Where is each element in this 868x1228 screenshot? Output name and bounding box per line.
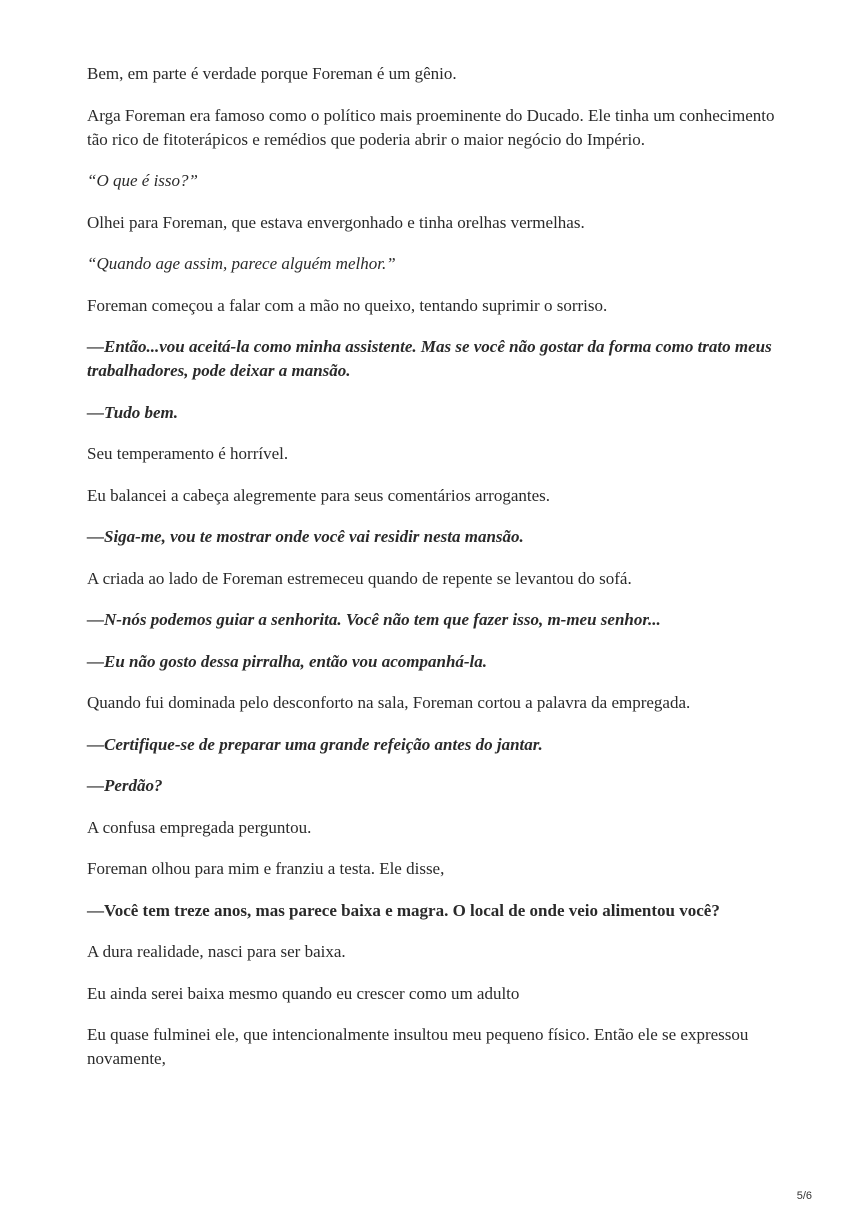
paragraph: Seu temperamento é horrível.	[87, 444, 289, 463]
paragraph-dialogue: —Você tem treze anos, mas parece baixa e magra. O local de onde veio alimentou você?	[87, 900, 720, 920]
paragraph-dialogue: —Então...vou aceitá-la como minha assistente. Mas se você não gostar da forma como trato meus trabalhadores, pode deixar a mansão.	[87, 337, 772, 380]
paragraph: Eu balancei a cabeça alegremente para seus comentários arrogantes.	[87, 485, 551, 505]
paragraph: Arga Foreman era famoso como o político mais proeminente do Ducado. Ele tinha um conhecimento tão rico de fitoterápicos e remédios que poderia abrir o maior negócio do Império.	[87, 105, 775, 149]
paragraph-thought: “Quando age assim, parece alguém melhor.”	[87, 254, 396, 273]
paragraph-dialogue: —Tudo bem.	[87, 402, 178, 422]
paragraph: Quando fui dominada pelo desconforto na sala, Foreman cortou a palavra da empregada.	[87, 693, 691, 712]
paragraph: A criada ao lado de Foreman estremeceu quando de repente se levantou do sofá.	[87, 568, 632, 588]
paragraph: Eu quase fulminei ele, que intencionalmente insultou meu pequeno físico. Então ele se expressou novamente,	[87, 1025, 749, 1068]
page-number: 5/6	[796, 1190, 812, 1202]
paragraph: Eu ainda serei baixa mesmo quando eu crescer como um adulto	[87, 983, 520, 1003]
paragraph-dialogue: —Eu não gosto dessa pirralha, então vou acompanhá-la.	[87, 651, 488, 671]
document-page	[87, 62, 787, 1089]
paragraph-dialogue: —N-nós podemos guiar a senhorita. Você não tem que fazer isso, m-meu senhor...	[87, 610, 661, 629]
paragraph: Foreman começou a falar com a mão no queixo, tentando suprimir o sorriso.	[87, 295, 608, 315]
paragraph-dialogue: —Certifique-se de preparar uma grande refeição antes do jantar.	[87, 734, 543, 754]
paragraph: Bem, em parte é verdade porque Foreman é um gênio.	[87, 64, 457, 83]
paragraph: A dura realidade, nasci para ser baixa.	[87, 942, 346, 961]
paragraph: A confusa empregada perguntou.	[87, 817, 312, 837]
paragraph-thought: “O que é isso?”	[87, 171, 198, 190]
paragraph-dialogue: —Perdão?	[87, 776, 163, 795]
paragraph: Foreman olhou para mim e franziu a testa. Ele disse,	[87, 859, 445, 878]
paragraph: Olhei para Foreman, que estava envergonhado e tinha orelhas vermelhas.	[87, 212, 585, 232]
paragraph-dialogue: —Siga-me, vou te mostrar onde você vai residir nesta mansão.	[87, 527, 524, 546]
